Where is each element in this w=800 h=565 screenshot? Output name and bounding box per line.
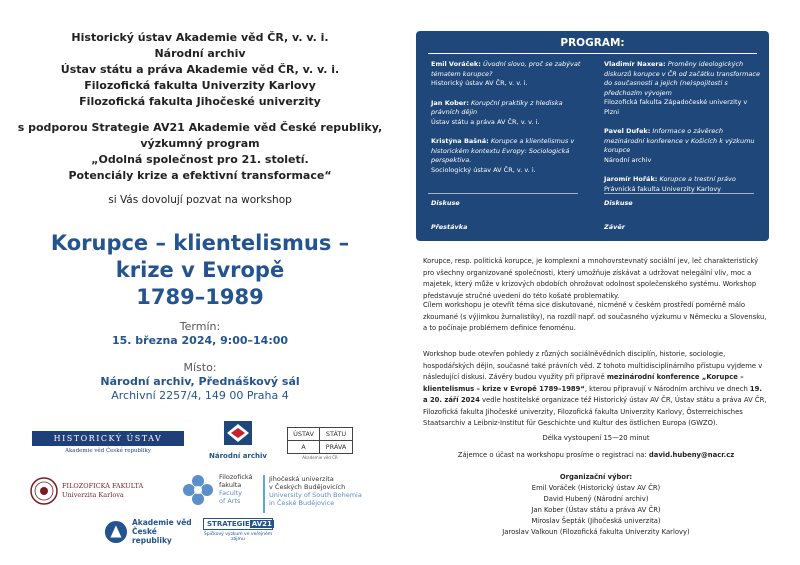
committee-member: David Hubený (Národní archiv): [543, 495, 649, 503]
ff-jcu-cz: Filozofická: [219, 473, 253, 481]
program-title: PROGRAM:: [560, 37, 625, 49]
narodni-archiv-logo: [208, 420, 268, 460]
av-cr-line: České republiky: [131, 527, 172, 545]
usp-cell: A: [288, 441, 320, 453]
paragraph-intro: Korupce, resp. politická korupce, je komplexní a mnohovrstevnatý sociální jev, leč charakteristický pro všechny organizované společnosti, který umožňuje získávat a udržovat nelegální vliv, moc a majetek, který může v krizových obdobích ohrožovat odolnost společenského systému. Workshop představuje stručné uvedení do této košaté problematiky.: [423, 257, 759, 300]
registration-email[interactable]: david.hubeny@nacr.cz: [648, 451, 735, 459]
organizing-committee: [416, 472, 776, 538]
organizer: Ústav státu a práva Akademie věd ČR, v. v. i.: [60, 63, 340, 76]
program-box: [416, 31, 769, 241]
speaker-institution: Sociologický ústav AV ČR, v. v. i.: [431, 165, 536, 174]
talk-topic: Korupce a klientelismus v historickém kontextu Evropy: Sociologická perspektiva.: [431, 137, 575, 164]
organizer: Národní archiv: [154, 47, 246, 60]
paragraph-part: Workshop bude otevřen pohledy z různých sociálněvědních disciplín, historie, sociologie, hospodářských dějin, současné také právních věd. Z tohoto multidisciplinárního přístupu vyjdeme v následující diskusi. Závěry budou využity při přípravě: [423, 350, 763, 381]
jcu-divider: [263, 475, 265, 513]
program-item: [431, 60, 591, 89]
strategie-sub: Špičkový výzkum ve veřejném zájmu: [203, 532, 273, 542]
registration-line: [416, 451, 776, 459]
organizer: Filozofická fakulta Jihočeské univerzity: [79, 95, 321, 108]
jcu-en: University of South Bohemia: [269, 491, 362, 499]
flower-icon: [181, 473, 215, 507]
support-statement: [0, 120, 400, 184]
place-label: Místo:: [183, 361, 217, 374]
charles-university-seal-icon: [30, 477, 58, 505]
usp-cell: STÁTU: [320, 428, 352, 441]
strategie-text: STRATEGIE: [207, 520, 250, 528]
speaker-name: Vladimír Naxera:: [604, 60, 666, 68]
program-conclusion: Závěr: [604, 223, 625, 231]
speaker-name: Kristýna Bašná:: [431, 137, 489, 145]
speaker-name: Emil Voráček:: [431, 60, 481, 68]
invitation-text: si Vás dovolují pozvat na workshop: [108, 194, 292, 206]
speaker-name: Jaromír Hořák:: [604, 175, 658, 183]
place-name: Národní archiv, Přednáškový sál: [100, 375, 300, 388]
support-line: výzkumný program: [140, 137, 260, 150]
historicky-ustav-sub: Akademie věd České republiky: [64, 448, 151, 454]
committee-member: Emil Voráček (Historický ústav AV ČR): [531, 484, 661, 492]
conference-name: mezinárodní konference „Korupce – klientelismus – krize v Evropě 1789–1989“: [423, 373, 744, 393]
paragraph-part: vedle hostitelské organizace též Historický ústav AV ČR, Ústav státu a práva AV ČR, Filozofická fakulta Jihočeské univerzity, Filozofická fakulta Univerzity Karlovy, Österreichisches Staatsarchiv a Leibniz-Institut für Geschichte und Kultur des östlichen Europa (GWZO).: [423, 396, 767, 427]
paragraph-details: [423, 349, 768, 430]
talk-topic: Korupce a trestní právo: [659, 175, 736, 183]
place-address: Archivní 2257/4, 149 00 Praha 4: [111, 389, 289, 402]
organizers-list: [0, 30, 400, 110]
jcu-cz: v Českých Budějovicích: [269, 483, 346, 491]
conference-dates: 19. a 20. září 2024: [423, 384, 762, 404]
jcu-logo: [263, 475, 383, 513]
support-line: Potenciály krize a efektivní transformace“: [68, 169, 332, 182]
ff-jcu-en: of Arts: [219, 497, 241, 505]
ff-uk-line: FILOZOFICKÁ FAKULTA: [62, 482, 144, 490]
speaker-institution: Filozofická fakulta Západočeské univerzity v Plzni: [604, 98, 748, 116]
usp-sub: Akademie věd ČR: [302, 455, 338, 460]
usp-cell: PRÁVA: [325, 443, 347, 451]
committee-member: Jaroslav Valkoun (Filozofická fakulta Univerzity Karlovy): [502, 528, 690, 536]
workshop-title-line: 1789–1989: [136, 285, 264, 309]
jcu-cz: Jihočeská univerzita: [269, 475, 334, 483]
workshop-title: [0, 230, 400, 311]
organizer: Historický ústav Akademie věd ČR, v. v. i.: [71, 31, 329, 44]
program-item: [431, 99, 591, 128]
talk-topic: Úvodní slovo, proč se zabývat tématem korupce?: [431, 60, 581, 78]
ff-uk-logo: [30, 477, 165, 505]
program-column-left: [431, 60, 591, 185]
program-item: [604, 60, 764, 117]
committee-member: Miroslav Šepták (Jihočeská univerzita): [531, 517, 661, 525]
term-value: 15. března 2024, 9:00–14:00: [111, 334, 289, 347]
program-column-right: [604, 60, 764, 204]
committee-title: Organizační výbor:: [559, 473, 633, 481]
usp-cell: ÚSTAV: [288, 428, 320, 441]
ff-jcu-logo: [181, 473, 271, 507]
ustav-statu-a-prava-logo: [287, 427, 353, 460]
av-cr-line: Akademie věd: [131, 518, 192, 527]
term-label: Termín:: [179, 320, 221, 333]
program-separator: [428, 193, 578, 194]
program-item: [604, 175, 764, 194]
program-separator: [604, 193, 754, 194]
av21-text: AV21: [251, 520, 272, 528]
av-cr-logo: [104, 518, 194, 545]
registration-text: Zájemce o účast na workshopu prosíme o registraci na:: [457, 451, 649, 459]
committee-member: Jan Kober (Ústav státu a práva AV ČR): [531, 506, 661, 514]
program-item: [431, 137, 591, 175]
program-discussion: Diskuse: [604, 199, 633, 207]
program-item: [604, 127, 764, 165]
paragraph-aim: Cílem workshopu je otevřít téma sice diskutované, nicméně v českém prostředí poměrně málo zkoumané (s výjimkou žurnalistiky), na rozdíl např. od současného výzkumu v Německu a Slovensku, a to počínaje problémem definice fenoménu.: [423, 301, 767, 332]
program-break: Přestávka: [431, 223, 468, 231]
speaker-name: Pavel Dufek:: [604, 127, 651, 135]
ff-uk-line: Univerzita Karlova: [62, 491, 124, 499]
organizer: Filozofická fakulta Univerzity Karlovy: [84, 79, 316, 92]
workshop-title-line: krize v Evropě: [115, 258, 285, 282]
support-line: „Odolná společnost pro 21. století.: [91, 153, 309, 166]
strategie-av21-logo: [203, 518, 273, 542]
support-line: s podporou Strategie AV21 Akademie věd České republiky,: [17, 121, 383, 134]
ff-jcu-cz: fakulta: [219, 481, 242, 489]
workshop-title-line: Korupce – klientelismus –: [50, 231, 350, 255]
speaker-institution: Právnická fakulta Univerzity Karlovy: [604, 184, 722, 193]
av-cr-emblem-icon: [104, 519, 128, 545]
jcu-en: in České Budějovice: [269, 499, 335, 507]
talk-topic: Informace o závěrech mezinárodní konference v Košicích k výzkumu korupce: [604, 127, 755, 154]
ff-jcu-en: Faculty: [219, 489, 243, 497]
talk-topic: Korupční praktiky z hlediska právních dějin: [431, 98, 563, 116]
speaker-institution: Historický ústav AV ČR, v. v. i.: [431, 79, 528, 87]
talk-topic: Proměny ideologických diskurzů korupce v ČR od začátku transformace do současnosti a jejich (ne)spojitosti s předchozím vývojem: [604, 60, 760, 97]
speaker-institution: Národní archiv: [604, 155, 652, 164]
speaker-institution: Ústav státu a práva AV ČR, v. v. i.: [431, 117, 540, 126]
speaker-name: Jan Kober:: [431, 98, 469, 107]
program-divider: [428, 53, 757, 54]
program-discussion: Diskuse: [431, 199, 460, 207]
historicky-ustav-logo: [32, 431, 184, 454]
narodni-archiv-text: Národní archiv: [209, 452, 267, 460]
narodni-archiv-emblem-icon: [223, 420, 253, 446]
talk-length: Délka vystoupení 15—20 minut: [542, 434, 650, 442]
paragraph-part: , kterou připravují v Národním archivu ve dnech: [584, 384, 750, 393]
historicky-ustav-name: HISTORICKÝ ÚSTAV: [32, 431, 184, 446]
